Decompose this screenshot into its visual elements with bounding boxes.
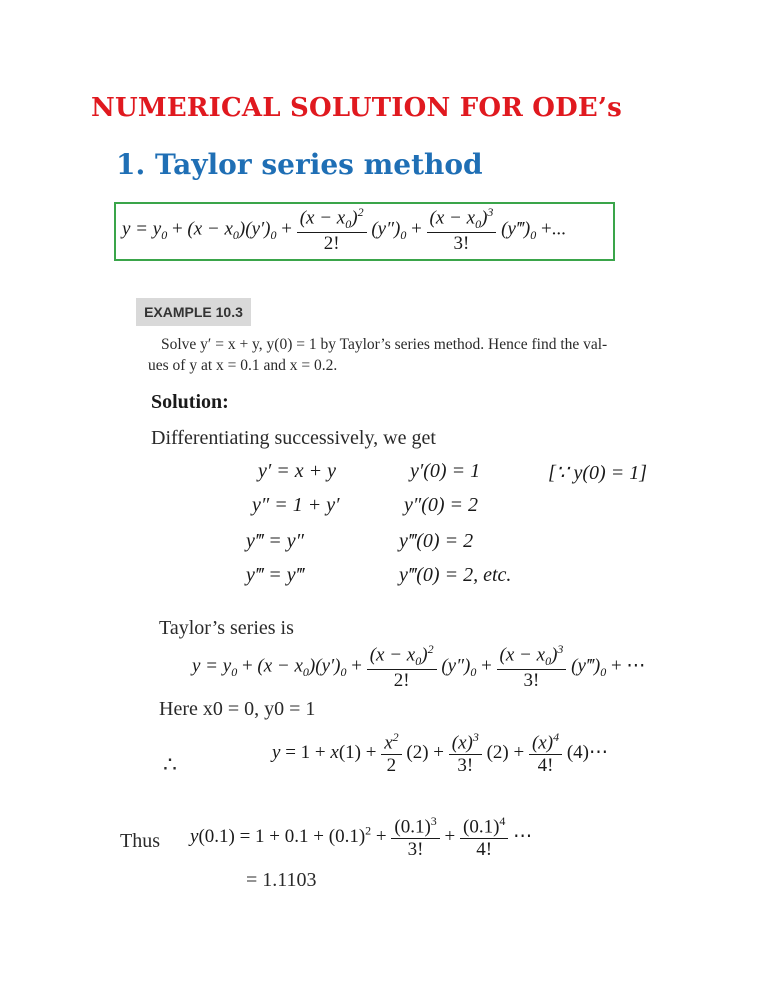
derivative-value-1: y′(0) = 1 bbox=[410, 460, 481, 482]
evaluation-formula: $y(0.1) = 1 + 0.1 + (0.1)^2$ + $\frac{(0.1)^3}{3!}$ + $\frac{(0.1)^4}{4!}$ ⋯ bbox=[190, 814, 533, 861]
problem-line-2: ues of y at x = 0.1 and x = 0.2. bbox=[148, 357, 338, 374]
derivative-value-4: y‴(0) = 2, etc. bbox=[399, 564, 512, 586]
derivative-lhs-2: y″ = 1 + y′ bbox=[252, 494, 340, 516]
derivative-lhs-4: y‴ = y‴ bbox=[246, 564, 305, 586]
derivative-note-1: [∵ y(0) = 1] bbox=[548, 462, 647, 484]
derivative-value-3: y‴(0) = 2 bbox=[399, 530, 474, 552]
result-value: = 1.1103 bbox=[246, 869, 317, 891]
example-badge: EXAMPLE 10.3 bbox=[136, 298, 251, 326]
diff-intro: Differentiating successively, we get bbox=[151, 427, 436, 449]
problem-line-1: Solve y′ = x + y, y(0) = 1 by Taylor’s series method. Hence find the val- bbox=[161, 336, 608, 353]
therefore-symbol: ∴ bbox=[163, 752, 177, 777]
substituted-series: y = 1 + x(1) + $\frac{x^2}{2}$ (2) + $\frac{(x)^3}{3!}$ (2) + $\frac{(x)^4}{4!}$ (4)⋯ bbox=[272, 730, 608, 777]
here-values: Here x0 = 0, y0 = 1 bbox=[159, 698, 316, 720]
section-heading: 1. Taylor series method bbox=[116, 148, 483, 181]
thus-label: Thus bbox=[120, 830, 160, 852]
problem-statement bbox=[148, 334, 608, 376]
taylor-formula: $y = y_0 + (x - x_0)(y')_0$ + $\frac{(x - x_0)^2}{2!}$ $(y'')_0$ + $\frac{(x - x_0)^3}{3!}$ $(y‴)_0$ + ⋯ bbox=[192, 642, 646, 692]
derivative-lhs-3: y‴ = y″ bbox=[246, 530, 304, 552]
taylor-formula-boxed: $y = y_0 + (x - x_0)(y')_0$ + $\frac{(x - x_0)^2}{2!}$ $(y'')_0$ + $\frac{(x - x_0)^3}{3!}$ $(y‴)_0$ +... bbox=[122, 205, 566, 255]
taylor-intro: Taylor’s series is bbox=[159, 617, 294, 639]
solution-label: Solution: bbox=[151, 391, 229, 413]
derivative-value-2: y″(0) = 2 bbox=[404, 494, 479, 516]
page-title: NUMERICAL SOLUTION FOR ODE’s bbox=[91, 93, 623, 123]
derivative-lhs-1: y′ = x + y bbox=[258, 460, 336, 482]
